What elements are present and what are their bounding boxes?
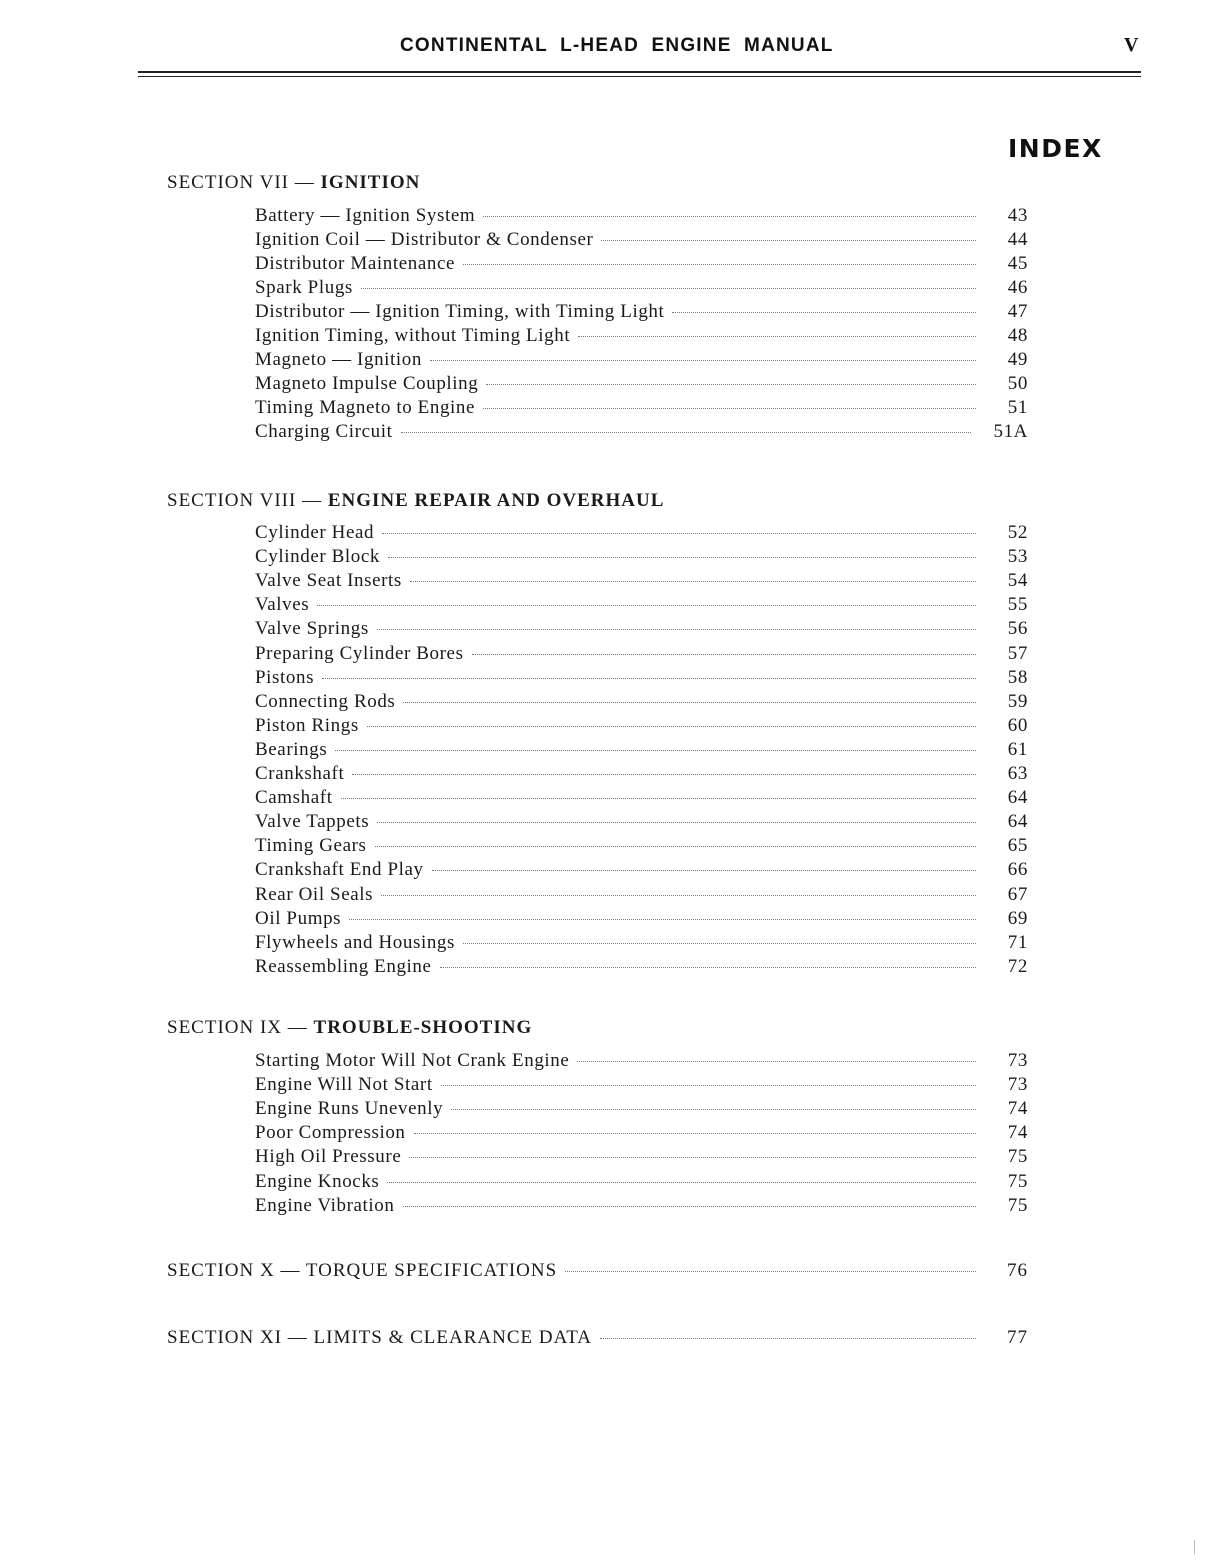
- toc-entry[interactable]: [255, 763, 1028, 787]
- dot-leader: [317, 604, 976, 606]
- toc-entry-page: 51A: [993, 421, 1028, 442]
- toc-entry-page: 66: [1007, 859, 1028, 881]
- toc-entry-page: 75: [1007, 1170, 1028, 1192]
- toc-entry-page: 52: [1007, 522, 1028, 543]
- toc-entry-page: 55: [1007, 594, 1028, 616]
- toc-entry[interactable]: [255, 884, 1028, 908]
- dot-leader: [430, 359, 976, 361]
- toc-entry-page: 69: [1007, 907, 1028, 929]
- toc-entry[interactable]: [255, 301, 1028, 325]
- toc-entry-page: 63: [1007, 763, 1028, 784]
- dot-leader: [577, 1060, 976, 1062]
- toc-entry-label: Timing Gears: [255, 835, 367, 857]
- index-heading: INDEX: [1008, 134, 1103, 163]
- toc-entry[interactable]: [255, 1195, 1028, 1219]
- toc-entry[interactable]: [255, 739, 1028, 763]
- header-rule: [138, 71, 1141, 73]
- toc-entry[interactable]: [255, 205, 1028, 229]
- section-heading-viii: [167, 490, 664, 512]
- dot-leader: [565, 1270, 976, 1272]
- toc-entry-page: 75: [1007, 1194, 1028, 1216]
- page-ref: 77: [1007, 1327, 1028, 1348]
- toc-entry[interactable]: [255, 1050, 1028, 1074]
- toc-entry-page: 75: [1007, 1146, 1028, 1168]
- scan-edge-mark: [1194, 1540, 1195, 1554]
- dot-leader: [600, 1337, 976, 1339]
- dot-leader: [352, 773, 976, 775]
- toc-entry-label: Engine Vibration: [255, 1194, 395, 1216]
- toc-entry[interactable]: [255, 325, 1028, 349]
- dot-leader: [483, 407, 976, 409]
- dot-leader: [349, 918, 976, 920]
- dot-leader: [463, 942, 976, 944]
- toc-entry[interactable]: [255, 570, 1028, 594]
- toc-entry-page: 72: [1007, 955, 1028, 977]
- toc-entry[interactable]: [255, 546, 1028, 570]
- toc-entry-label: Crankshaft: [255, 763, 345, 784]
- dot-leader: [441, 1084, 976, 1086]
- toc-entry-page: 61: [1007, 738, 1028, 760]
- dot-leader: [432, 869, 976, 871]
- toc-entry[interactable]: [255, 618, 1028, 642]
- dot-leader: [377, 628, 976, 630]
- section-title: IGNITION: [320, 172, 421, 193]
- dot-leader: [409, 1156, 976, 1158]
- toc-entry[interactable]: [255, 811, 1028, 835]
- toc-entry[interactable]: [255, 859, 1028, 883]
- toc-entry[interactable]: [255, 373, 1028, 397]
- manual-title: CONTINENTAL L-HEAD ENGINE MANUAL: [400, 35, 834, 56]
- dot-leader: [410, 580, 976, 582]
- toc-entry-label: Reassembling Engine: [255, 955, 432, 977]
- toc-entry[interactable]: [255, 522, 1028, 546]
- toc-entry-label: Piston Rings: [255, 714, 359, 736]
- toc-entry[interactable]: [255, 715, 1028, 739]
- dot-leader: [388, 556, 976, 558]
- toc-entry-page: 74: [1007, 1122, 1028, 1144]
- toc-entry[interactable]: [255, 397, 1028, 421]
- dot-leader: [361, 287, 976, 289]
- dot-leader: [367, 725, 976, 727]
- toc-entry-page: 51: [1007, 397, 1028, 418]
- section-label: SECTION XI — LIMITS & CLEARANCE DATA: [167, 1327, 593, 1348]
- toc-entry[interactable]: [255, 349, 1028, 373]
- toc-entry-page: 60: [1007, 714, 1028, 736]
- toc-entry[interactable]: [255, 229, 1028, 253]
- toc-entry-label: Engine Knocks: [255, 1170, 380, 1192]
- header-rule-thin: [138, 76, 1141, 77]
- toc-entry-label: Valve Seat Inserts: [255, 570, 402, 592]
- toc-entry[interactable]: [255, 1171, 1028, 1195]
- dot-leader: [382, 532, 976, 534]
- toc-entry-page: 57: [1007, 642, 1028, 664]
- toc-entry-label: Magneto — Ignition: [255, 349, 423, 370]
- dot-leader: [322, 677, 976, 679]
- section-label: SECTION X — TORQUE SPECIFICATIONS: [167, 1260, 558, 1281]
- toc-entry-label: Ignition Timing, without Timing Light: [255, 325, 571, 346]
- dot-leader: [403, 701, 976, 703]
- toc-entry-label: Valve Springs: [255, 618, 369, 640]
- toc-entry-page: 58: [1007, 666, 1028, 688]
- section-xi-line[interactable]: [167, 1327, 1028, 1349]
- toc-entry-page: 56: [1007, 618, 1028, 640]
- toc-entry[interactable]: [255, 421, 1028, 445]
- toc-entry-label: Connecting Rods: [255, 690, 396, 712]
- dot-leader: [486, 383, 976, 385]
- toc-entry-page: 48: [1007, 325, 1028, 346]
- dot-leader: [472, 653, 976, 655]
- toc-entry-page: 64: [1007, 787, 1028, 809]
- toc-entry-label: Valve Tappets: [255, 811, 370, 833]
- toc-entry[interactable]: [255, 691, 1028, 715]
- toc-entry-label: Battery — Ignition System: [255, 205, 476, 226]
- toc-entry-label: Valves: [255, 594, 310, 616]
- toc-entry-label: Timing Magneto to Engine: [255, 397, 476, 418]
- section-title: TROUBLE-SHOOTING: [313, 1017, 533, 1038]
- toc-entry-page: 45: [1007, 253, 1028, 274]
- dot-leader: [601, 239, 976, 241]
- toc-entry-label: Poor Compression: [255, 1122, 406, 1144]
- dot-leader: [463, 263, 976, 265]
- toc-entry-label: Cylinder Head: [255, 522, 375, 543]
- page-ref: 76: [1007, 1260, 1028, 1281]
- dot-leader: [451, 1108, 976, 1110]
- dot-leader: [377, 821, 976, 823]
- toc-entry[interactable]: [255, 277, 1028, 301]
- toc-entry-label: Engine Runs Unevenly: [255, 1098, 444, 1120]
- toc-entry-label: Cylinder Block: [255, 546, 381, 568]
- section-title: ENGINE REPAIR AND OVERHAUL: [327, 490, 665, 511]
- toc-entry[interactable]: [255, 667, 1028, 691]
- toc-entry-label: Ignition Coil — Distributor & Condenser: [255, 229, 594, 250]
- section-heading-ix: [167, 1017, 532, 1039]
- dot-leader: [341, 797, 976, 799]
- dot-leader: [335, 749, 976, 751]
- toc-entry[interactable]: [255, 253, 1028, 277]
- dot-leader: [440, 966, 976, 968]
- toc-entry[interactable]: [255, 1074, 1028, 1098]
- section-x-line[interactable]: [167, 1260, 1028, 1282]
- dot-leader: [375, 845, 976, 847]
- toc-entry-page: 49: [1007, 349, 1028, 370]
- toc-entry-label: Distributor — Ignition Timing, with Timing Light: [255, 301, 665, 322]
- dot-leader: [387, 1181, 976, 1183]
- toc-entry[interactable]: [255, 835, 1028, 859]
- section-prefix: SECTION IX —: [167, 1017, 308, 1038]
- toc-entry[interactable]: [255, 908, 1028, 932]
- section-prefix: SECTION VIII —: [167, 490, 323, 511]
- toc-entry[interactable]: [255, 932, 1028, 956]
- dot-leader: [483, 215, 976, 217]
- toc-entry-label: Preparing Cylinder Bores: [255, 642, 464, 664]
- toc-entry-page: 44: [1007, 229, 1028, 250]
- toc-entry-page: 53: [1007, 546, 1028, 568]
- toc-entry-page: 47: [1007, 301, 1028, 322]
- toc-entry-label: Rear Oil Seals: [255, 883, 374, 905]
- toc-entry-page: 43: [1007, 205, 1028, 226]
- toc-entry[interactable]: [255, 1122, 1028, 1146]
- dot-leader: [672, 311, 976, 313]
- toc-entry[interactable]: [255, 594, 1028, 618]
- page-number: V: [1124, 34, 1139, 56]
- dot-leader: [403, 1205, 976, 1207]
- toc-entry-page: 54: [1007, 570, 1028, 592]
- toc-entry-label: Distributor Maintenance: [255, 253, 456, 274]
- toc-entry-label: Pistons: [255, 666, 315, 688]
- toc-entry-label: Charging Circuit: [255, 421, 393, 442]
- toc-entry-label: Engine Will Not Start: [255, 1074, 433, 1096]
- toc-entry[interactable]: [255, 956, 1028, 980]
- section-prefix: SECTION VII —: [167, 172, 315, 193]
- toc-entry-label: Bearings: [255, 738, 328, 760]
- toc-entry-page: 65: [1007, 835, 1028, 857]
- toc-entry-label: High Oil Pressure: [255, 1146, 402, 1168]
- toc-entry-page: 74: [1007, 1098, 1028, 1120]
- toc-entry[interactable]: [255, 1098, 1028, 1122]
- toc-entry-page: 64: [1007, 811, 1028, 833]
- toc-entry-page: 46: [1007, 277, 1028, 298]
- toc-entry[interactable]: [255, 643, 1028, 667]
- toc-entry-page: 73: [1007, 1050, 1028, 1071]
- toc-entry[interactable]: [255, 1146, 1028, 1170]
- toc-entry-page: 71: [1007, 931, 1028, 953]
- dot-leader: [578, 335, 976, 337]
- toc-entry[interactable]: [255, 787, 1028, 811]
- dot-leader: [381, 894, 976, 896]
- toc-entry-label: Oil Pumps: [255, 907, 342, 929]
- toc-entry-page: 73: [1007, 1074, 1028, 1096]
- toc-entry-page: 59: [1007, 690, 1028, 712]
- toc-entry-label: Spark Plugs: [255, 277, 353, 298]
- dot-leader: [401, 431, 972, 433]
- toc-entry-label: Magneto Impulse Coupling: [255, 373, 479, 394]
- toc-entry-label: Starting Motor Will Not Crank Engine: [255, 1050, 570, 1071]
- toc-entry-label: Camshaft: [255, 787, 333, 809]
- toc-entry-label: Crankshaft End Play: [255, 859, 424, 881]
- toc-entry-label: Flywheels and Housings: [255, 931, 456, 953]
- toc-entry-page: 67: [1007, 883, 1028, 905]
- dot-leader: [414, 1132, 976, 1134]
- section-heading-vii: [167, 172, 420, 194]
- toc-entry-page: 50: [1007, 373, 1028, 394]
